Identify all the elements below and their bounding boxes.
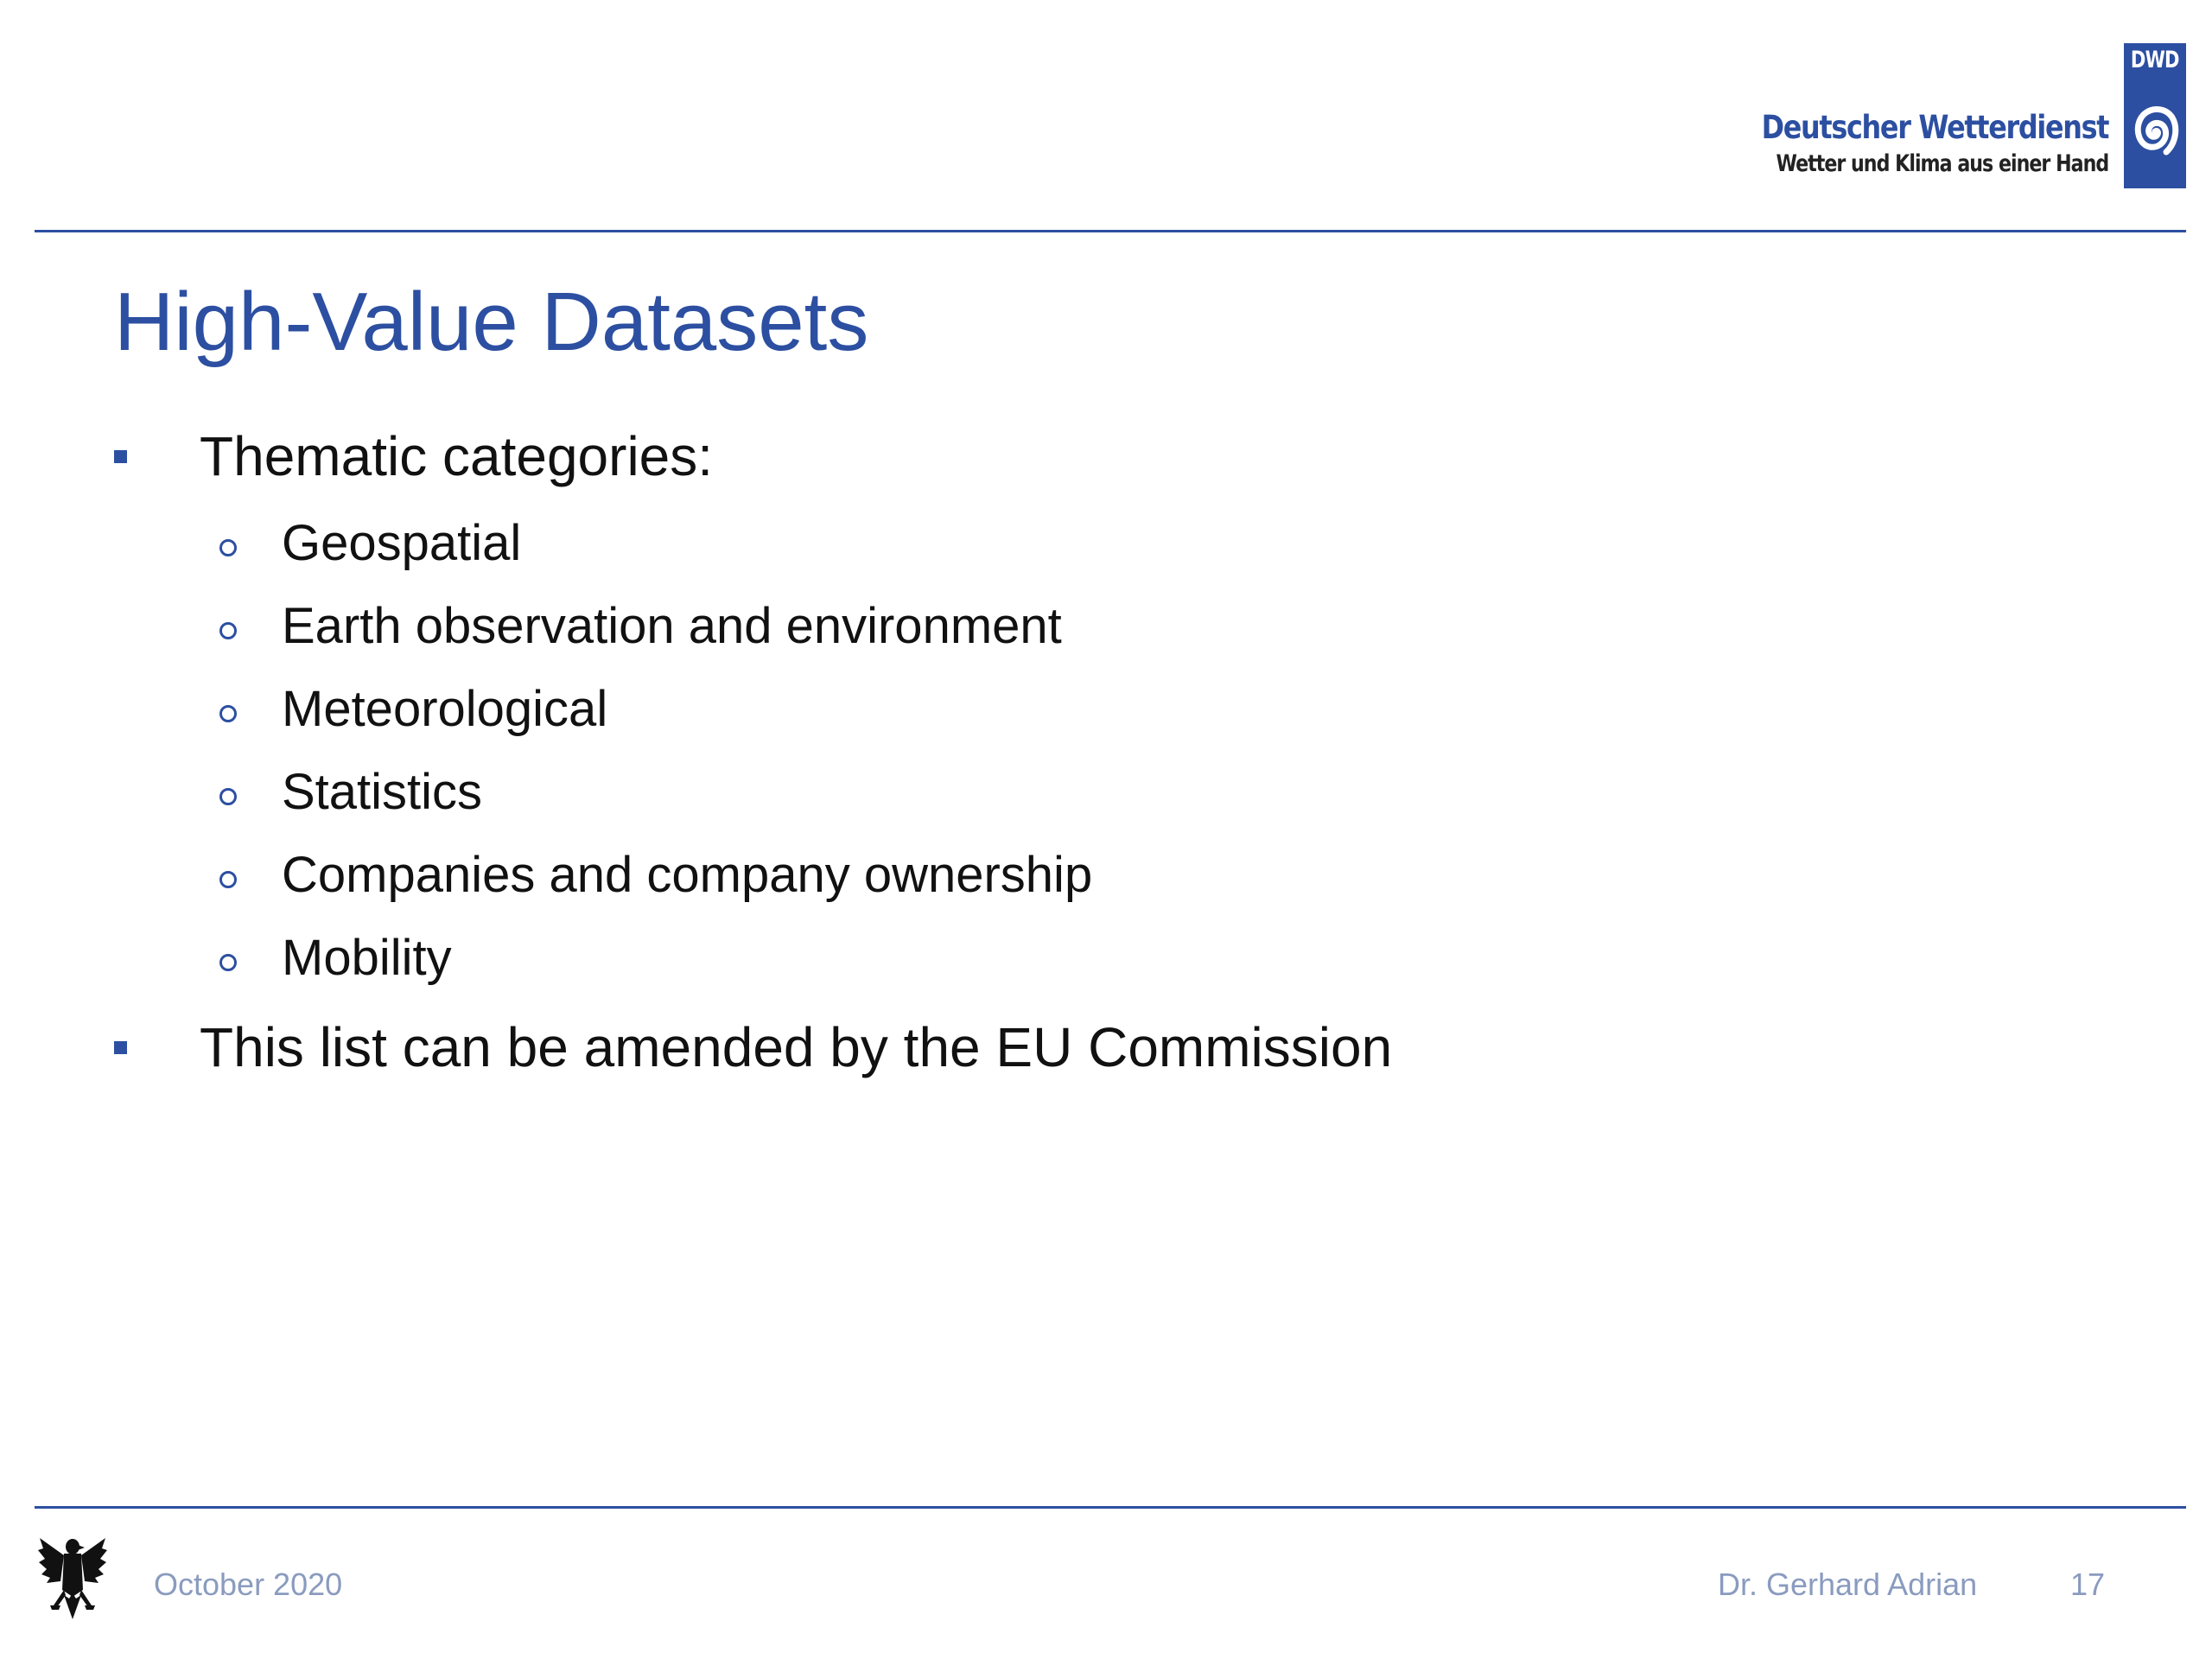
logo-name: Deutscher Wetterdienst	[1761, 109, 2108, 146]
sub-bullet-item	[219, 594, 1062, 658]
logo-tagline: Wetter und Klima aus einer Hand	[1776, 150, 2108, 177]
bullet-item	[114, 422, 713, 491]
logo-box-label: DWD	[2131, 47, 2179, 73]
footer-date: October 2020	[154, 1567, 343, 1602]
sub-bullet-item	[219, 926, 452, 990]
sub-bullet-item	[219, 512, 521, 575]
logo-box	[2124, 43, 2186, 188]
footer-author: Dr. Gerhard Adrian	[1718, 1567, 1978, 1602]
sub-bullet-item	[219, 760, 482, 824]
sub-bullet-text: Geospatial	[282, 515, 522, 571]
sub-bullet-text: Statistics	[282, 764, 483, 820]
circle-bullet-icon	[219, 705, 237, 722]
circle-bullet-icon	[219, 539, 237, 556]
sub-bullet-item	[219, 677, 607, 741]
page-number: 17	[2070, 1567, 2106, 1602]
dwd-logo	[1703, 43, 2186, 188]
dwd-spiral-icon	[2128, 86, 2182, 173]
bullet-text: This list can be amended by the EU Commission	[200, 1016, 1393, 1078]
circle-bullet-icon	[219, 788, 237, 805]
header-divider	[35, 230, 2186, 232]
circle-bullet-icon	[219, 622, 237, 639]
circle-bullet-icon	[219, 954, 237, 971]
bullet-item	[114, 1013, 1392, 1082]
sub-bullet-text: Meteorological	[282, 681, 608, 737]
logo-text	[1703, 107, 2108, 180]
sub-bullet-text: Companies and company ownership	[282, 847, 1093, 903]
federal-eagle-icon	[35, 1529, 111, 1624]
sub-bullet-text: Earth observation and environment	[282, 598, 1062, 654]
square-bullet-icon	[114, 450, 127, 463]
bullet-text: Thematic categories:	[200, 425, 714, 487]
footer-divider	[35, 1506, 2186, 1509]
sub-bullet-text: Mobility	[282, 930, 452, 986]
square-bullet-icon	[114, 1041, 127, 1054]
sub-bullet-item	[219, 843, 1092, 907]
slide-title: High-Value Datasets	[114, 276, 869, 368]
circle-bullet-icon	[219, 871, 237, 888]
